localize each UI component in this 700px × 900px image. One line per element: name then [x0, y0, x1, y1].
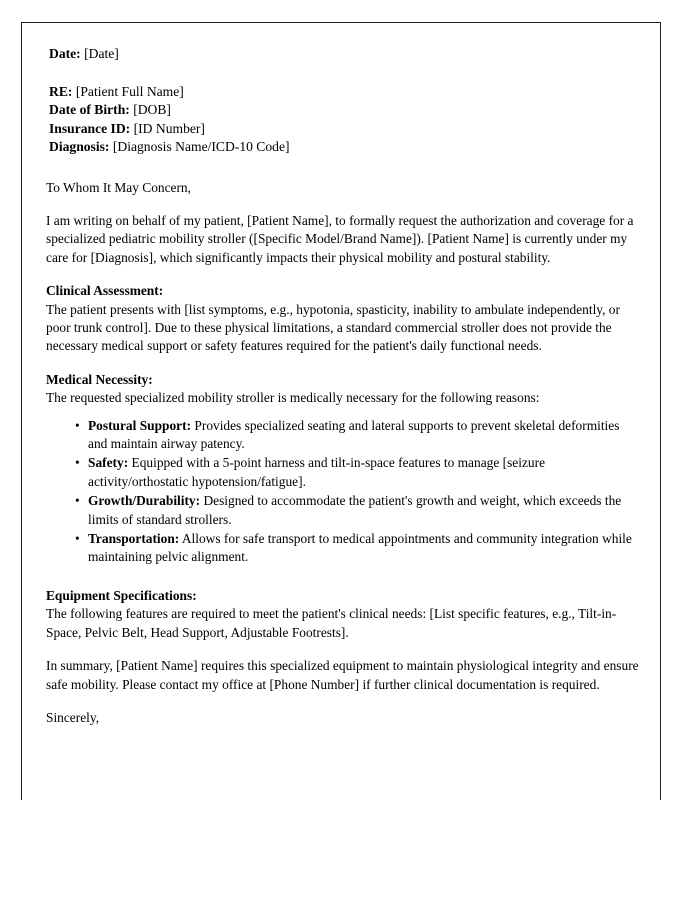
list-item-term: Transportation: [88, 531, 180, 547]
spacer [46, 197, 642, 212]
medical-necessity-body: The requested specialized mobility stroller is medically necessary for the following reasons: [46, 390, 540, 406]
list-item [75, 492, 642, 529]
field-diagnosis [49, 138, 642, 157]
bullet-icon: • [75, 531, 80, 547]
list-item [75, 530, 642, 567]
medical-necessity-heading: Medical Necessity: [46, 371, 153, 387]
list-item-term: Safety: [88, 455, 129, 471]
spacer [46, 642, 642, 657]
spacer [46, 157, 642, 179]
equipment-specifications-heading: Equipment Specifications: [46, 587, 197, 603]
patient-identification-block [49, 83, 642, 157]
field-date-of-birth-value: [DOB] [133, 102, 171, 118]
spacer [46, 64, 642, 83]
bullet-icon: • [75, 455, 80, 471]
list-item-term: Postural Support: [88, 417, 192, 433]
spacer [46, 694, 642, 709]
field-diagnosis-value: [Diagnosis Name/ICD-10 Code] [112, 139, 290, 155]
spacer [46, 568, 642, 587]
field-date-value: [Date] [84, 46, 119, 61]
equipment-specifications-body: The following features are required to meet the patient's clinical needs: [List specific features, e.g., Tilt-in-Space, Pelvic Belt, Head Support, Adjustable Footrests]. [46, 606, 617, 640]
bullet-icon: • [75, 417, 80, 433]
field-date-label: Date: [49, 46, 81, 61]
field-re [49, 83, 642, 102]
medical-necessity-reason-list [46, 417, 642, 567]
field-date-of-birth [49, 101, 642, 120]
intro-paragraph: I am writing on behalf of my patient, [Patient Name], to formally request the authorization and coverage for a specialized pediatric mobility stroller ([Specific Model/Brand Name]). [Patient Name] is currently under my care for [Diagnosis], which significantly impacts their physical mobility and postural stability. [46, 212, 634, 265]
field-date-of-birth-label: Date of Birth: [49, 102, 130, 118]
salutation: To Whom It May Concern, [46, 179, 191, 195]
field-re-value: [Patient Full Name] [75, 83, 184, 99]
list-item-text: Equipped with a 5-point harness and tilt-in-space features to manage [seizure activity/orthostatic hypotension/fatigue]. [88, 455, 546, 489]
list-item [75, 417, 642, 454]
clinical-assessment-body: The patient presents with [list symptoms, e.g., hypotonia, spasticity, inability to ambulate independently, or poor trunk control]. Due to these physical limitations, a standard commercial stroller does not provide the necessary medical support or safety features required for the patient's daily functional needs. [46, 301, 620, 354]
field-re-label: RE: [49, 83, 73, 99]
list-item-term: Growth/Durability: [88, 493, 201, 509]
date-line-block [49, 45, 642, 64]
field-insurance-id-label: Insurance ID: [49, 120, 131, 136]
document-page [21, 22, 661, 800]
field-date [49, 45, 642, 64]
list-item-text: Designed to accommodate the patient's growth and weight, which exceeds the limits of standard strollers. [88, 493, 622, 527]
spacer [46, 267, 642, 282]
field-insurance-id [49, 120, 642, 139]
summary-paragraph: In summary, [Patient Name] requires this specialized equipment to maintain physiological integrity and ensure safe mobility. Please contact my office at [Phone Number] if further clinical documentation is required. [46, 658, 639, 692]
list-item-text: Allows for safe transport to medical appointments and community integration while maintaining pelvic alignment. [88, 531, 632, 565]
letter-content [46, 45, 642, 727]
list-item [75, 454, 642, 491]
closing-salutation: Sincerely, [46, 709, 100, 725]
bullet-icon: • [75, 493, 80, 509]
field-diagnosis-label: Diagnosis: [49, 139, 110, 155]
field-insurance-id-value: [ID Number] [133, 120, 205, 136]
list-item-text: Provides specialized seating and lateral supports to prevent skeletal deformities and maintain airway patency. [88, 417, 620, 452]
spacer [46, 356, 642, 371]
clinical-assessment-heading: Clinical Assessment: [46, 283, 164, 299]
